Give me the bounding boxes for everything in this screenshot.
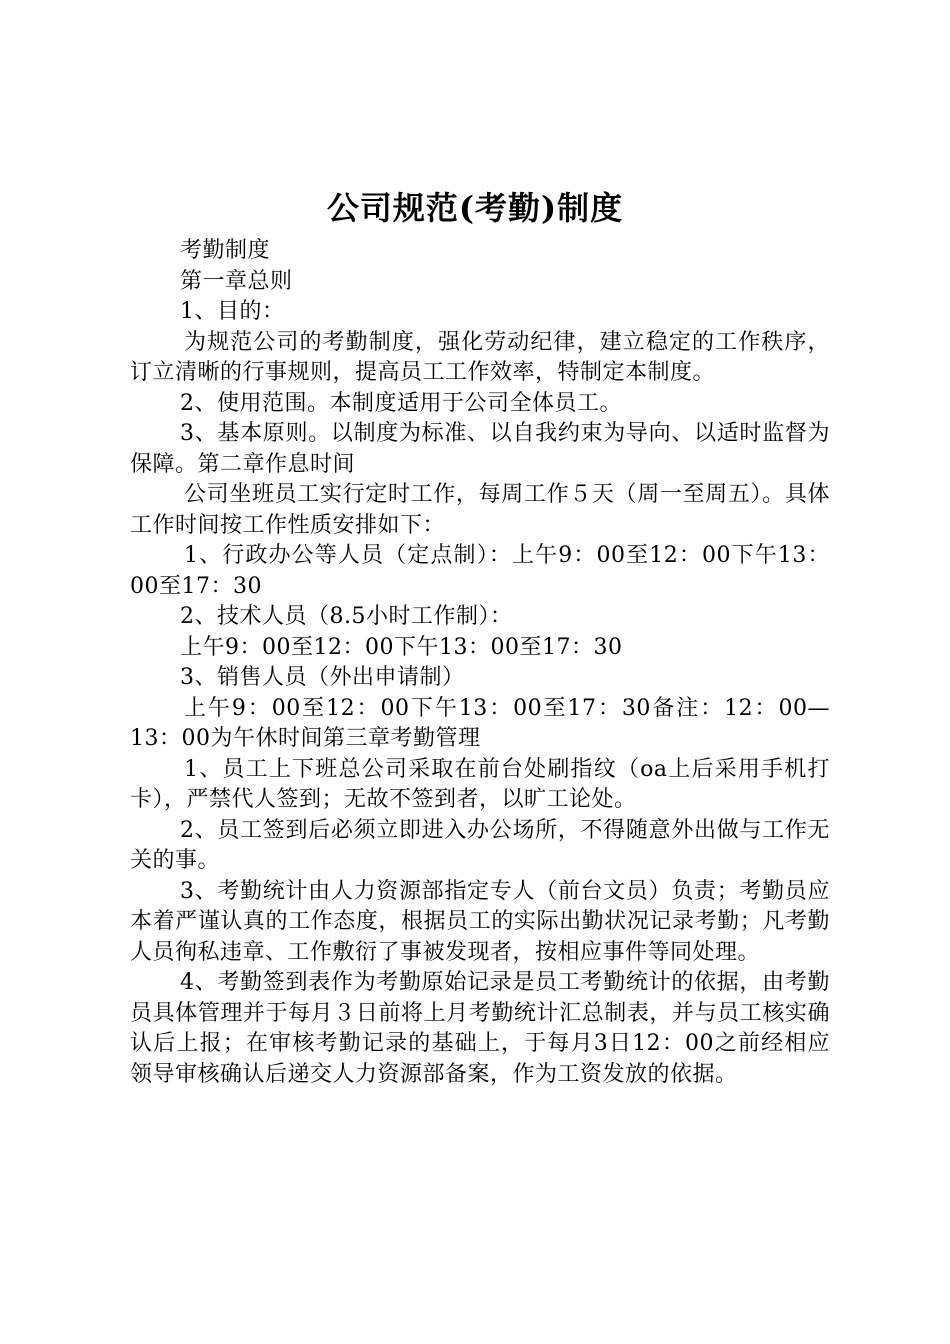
paragraph-chapter-1: 第一章总则 xyxy=(180,268,293,294)
paragraph-tech-hours: 上午9：00至12：00下午13：00至17：30 xyxy=(180,634,623,660)
paragraph-rule-2: 2、员工签到后必须立即进入办公场所，不得随意外出做与工作无关的事。 xyxy=(130,817,830,873)
paragraph-rule-4: 4、考勤签到表作为考勤原始记录是员工考勤统计的依据，由考勤员具体管理并于每月３日前将上月考勤统计汇总制表，并与员工核实确认后上报；在审核考勤记录的基础上，于每月3日12：00之前经相应领导审核确认后递交人力资源部备案，作为工资发放的依据。 xyxy=(130,970,830,1087)
paragraph-principles: 3、基本原则。以制度为标准、以自我约束为导向、以适时监督为保障。第二章作息时间 xyxy=(130,421,830,477)
document-title: 公司规范(考勤)制度 xyxy=(326,189,624,227)
paragraph-purpose-label: 1、目的： xyxy=(180,299,285,324)
paragraph-admin-hours: 1、行政办公等人员（定点制）：上午9：00至12：00下午13：00至17：30 xyxy=(130,543,830,599)
paragraph-sales-hours: 上午9：00至12：00下午13：00至17：30备注：12：00—13：00为午休时间第三章考勤管理 xyxy=(130,695,830,751)
paragraph-purpose: 为规范公司的考勤制度，强化劳动纪律，建立稳定的工作秩序，订立清晰的行事规则，提高员工工作效率，特制定本制度。 xyxy=(130,329,830,385)
paragraph-rule-1: 1、员工上下班总公司采取在前台处刷指纹（oa上后采用手机打卡），严禁代人签到；无故不签到者，以旷工论处。 xyxy=(130,756,830,812)
document-body xyxy=(130,236,830,1090)
paragraph-work-schedule: 公司坐班员工实行定时工作，每周工作５天（周一至周五）。具体工作时间按工作性质安排如下： xyxy=(130,482,830,538)
paragraph-sales-label: 3、销售人员（外出申请制） xyxy=(180,665,465,690)
paragraph-heading-attendance: 考勤制度 xyxy=(180,238,271,263)
paragraph-rule-3: 3、考勤统计由人力资源部指定专人（前台文员）负责；考勤员应本着严谨认真的工作态度，根据员工的实际出勤状况记录考勤；凡考勤人员徇私违章、工作敷衍了事被发现者，按相应事件等同处理。 xyxy=(130,878,830,965)
paragraph-scope: 2、使用范围。本制度适用于公司全体员工。 xyxy=(180,390,622,416)
paragraph-tech-label: 2、技术人员（8.5小时工作制）： xyxy=(180,604,513,629)
